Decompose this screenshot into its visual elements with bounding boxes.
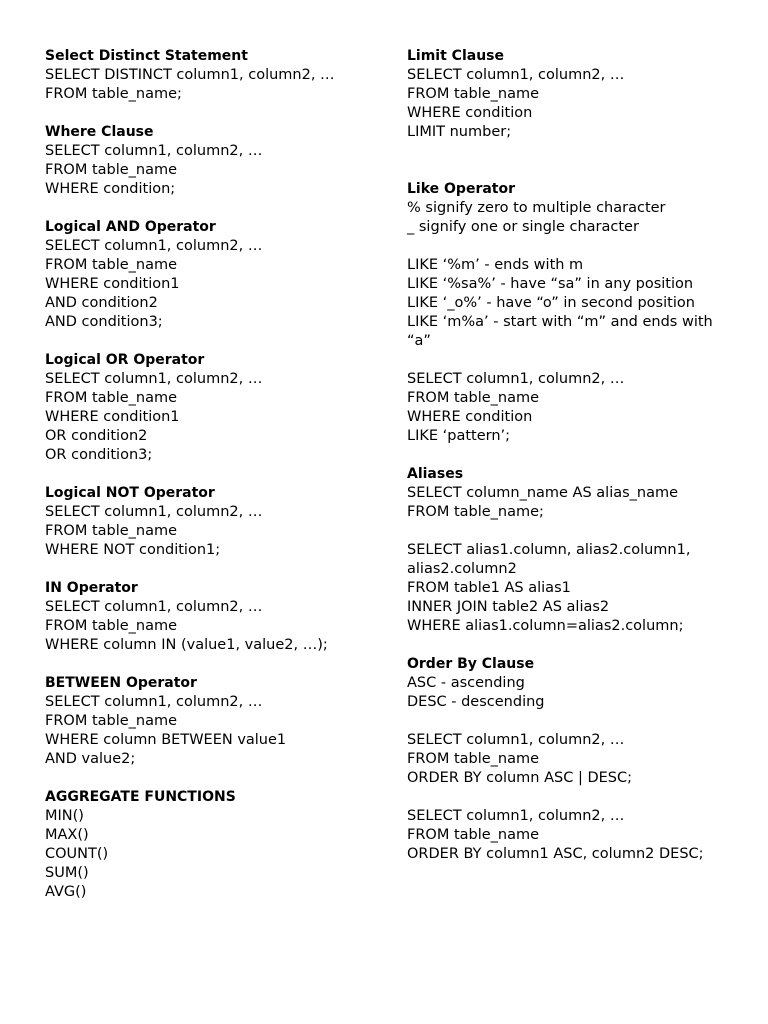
section-heading: Logical AND Operator bbox=[45, 219, 216, 235]
code-line: WHERE condition bbox=[407, 409, 533, 425]
section-logical-or-operator bbox=[45, 351, 385, 465]
code-line: LIKE ‘%m’ - ends with m bbox=[407, 257, 584, 273]
section-limit-clause bbox=[407, 47, 727, 142]
code-line: AVG() bbox=[45, 884, 87, 900]
code-line: FROM table1 AS alias1 bbox=[407, 580, 571, 596]
blank-line bbox=[407, 522, 727, 541]
code-line: SELECT column1, column2, … bbox=[45, 599, 263, 615]
section-heading: Like Operator bbox=[407, 181, 516, 197]
code-line: SELECT column1, column2, … bbox=[407, 371, 625, 387]
code-line: LIKE ‘pattern’; bbox=[407, 428, 511, 444]
code-line: SELECT column1, column2, … bbox=[45, 504, 263, 520]
section-heading: IN Operator bbox=[45, 580, 138, 596]
section-like-operator bbox=[407, 180, 727, 446]
code-line: SELECT column1, column2, … bbox=[407, 732, 625, 748]
code-line: WHERE NOT condition1; bbox=[45, 542, 221, 558]
code-line: SELECT column1, column2, … bbox=[407, 808, 625, 824]
code-line: FROM table_name bbox=[407, 827, 540, 843]
code-line: FROM table_name bbox=[45, 257, 178, 273]
section-aliases bbox=[407, 465, 727, 636]
code-line: ORDER BY column1 ASC, column2 DESC; bbox=[407, 846, 704, 862]
code-line: MAX() bbox=[45, 827, 89, 843]
code-line: SELECT column1, column2, … bbox=[407, 67, 625, 83]
blank-line bbox=[407, 237, 727, 256]
section-heading: Logical OR Operator bbox=[45, 352, 205, 368]
code-line: WHERE condition1 bbox=[45, 276, 180, 292]
blank-line bbox=[407, 712, 727, 731]
code-line: SELECT column1, column2, … bbox=[45, 143, 263, 159]
code-line: OR condition2 bbox=[45, 428, 148, 444]
section-heading: AGGREGATE FUNCTIONS bbox=[45, 789, 236, 805]
code-line: ORDER BY column ASC | DESC; bbox=[407, 770, 632, 786]
section-heading: Where Clause bbox=[45, 124, 154, 140]
code-line: alias2.column2 bbox=[407, 561, 517, 577]
code-line: INNER JOIN table2 AS alias2 bbox=[407, 599, 610, 615]
code-line: WHERE condition; bbox=[45, 181, 176, 197]
section-heading: Limit Clause bbox=[407, 48, 504, 64]
code-line: FROM table_name bbox=[45, 390, 178, 406]
left-column bbox=[45, 47, 385, 902]
section-heading: BETWEEN Operator bbox=[45, 675, 197, 691]
code-line: SELECT column_name AS alias_name bbox=[407, 485, 679, 501]
code-line: OR condition3; bbox=[45, 447, 153, 463]
code-line: AND value2; bbox=[45, 751, 136, 767]
code-line: WHERE condition1 bbox=[45, 409, 180, 425]
code-line: WHERE condition bbox=[407, 105, 533, 121]
code-line: “a” bbox=[407, 333, 431, 349]
section-select-distinct-statement bbox=[45, 47, 385, 104]
code-line: FROM table_name bbox=[407, 390, 540, 406]
section-logical-and-operator bbox=[45, 218, 385, 332]
section-heading: Order By Clause bbox=[407, 656, 535, 672]
code-line: FROM table_name bbox=[45, 713, 178, 729]
code-line: COUNT() bbox=[45, 846, 109, 862]
code-line: AND condition3; bbox=[45, 314, 163, 330]
section-heading: Logical NOT Operator bbox=[45, 485, 215, 501]
section-order-by-clause bbox=[407, 655, 727, 864]
code-line: ASC - ascending bbox=[407, 675, 525, 691]
blank-line bbox=[407, 788, 727, 807]
code-line: _ signify one or single character bbox=[407, 219, 639, 235]
code-line: LIKE ‘%sa%’ - have “sa” in any position bbox=[407, 276, 694, 292]
blank-line bbox=[407, 351, 727, 370]
code-line: SELECT alias1.column, alias2.column1, bbox=[407, 542, 691, 558]
code-line: WHERE alias1.column=alias2.column; bbox=[407, 618, 684, 634]
code-line: FROM table_name bbox=[407, 751, 540, 767]
section-aggregate-functions bbox=[45, 788, 385, 902]
code-line: AND condition2 bbox=[45, 295, 158, 311]
code-line: DESC - descending bbox=[407, 694, 545, 710]
code-line: FROM table_name bbox=[45, 523, 178, 539]
section-between-operator bbox=[45, 674, 385, 769]
section-heading: Select Distinct Statement bbox=[45, 48, 248, 64]
section-logical-not-operator bbox=[45, 484, 385, 560]
code-line: WHERE column IN (value1, value2, …); bbox=[45, 637, 328, 653]
code-line: SELECT column1, column2, … bbox=[45, 238, 263, 254]
code-line: FROM table_name bbox=[45, 618, 178, 634]
code-line: LIKE ‘_o%’ - have “o” in second position bbox=[407, 295, 695, 311]
code-line: FROM table_name; bbox=[45, 86, 182, 102]
code-line: FROM table_name; bbox=[407, 504, 544, 520]
code-line: FROM table_name bbox=[45, 162, 178, 178]
code-line: FROM table_name bbox=[407, 86, 540, 102]
code-line: SELECT column1, column2, … bbox=[45, 371, 263, 387]
code-line: SELECT column1, column2, … bbox=[45, 694, 263, 710]
section-heading: Aliases bbox=[407, 466, 464, 482]
section-where-clause bbox=[45, 123, 385, 199]
code-line: SUM() bbox=[45, 865, 89, 881]
code-line: LIKE ‘m%a’ - start with “m” and ends with bbox=[407, 314, 713, 330]
code-line: WHERE column BETWEEN value1 bbox=[45, 732, 287, 748]
code-line: MIN() bbox=[45, 808, 84, 824]
code-line: % signify zero to multiple character bbox=[407, 200, 666, 216]
section-in-operator bbox=[45, 579, 385, 655]
code-line: SELECT DISTINCT column1, column2, … bbox=[45, 67, 335, 83]
right-column bbox=[407, 47, 727, 864]
code-line: LIMIT number; bbox=[407, 124, 512, 140]
